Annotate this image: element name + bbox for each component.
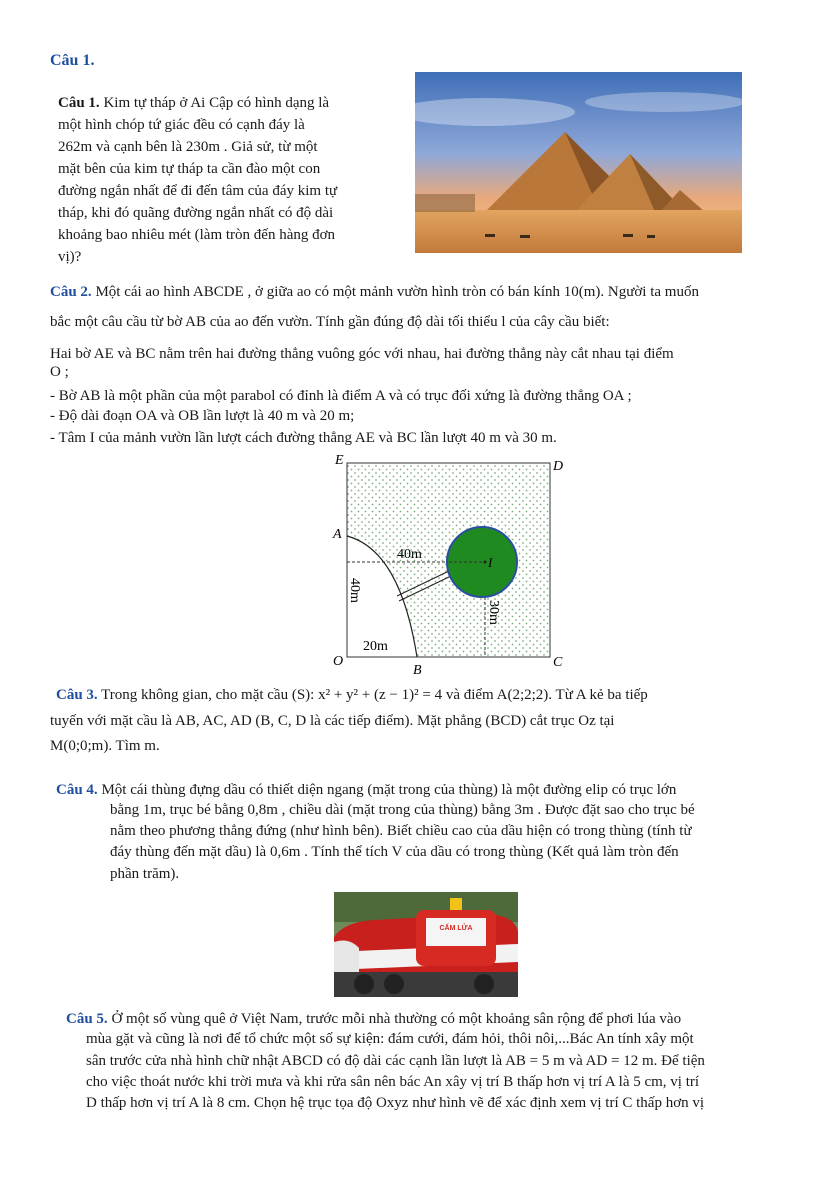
q1-line-7: vị)?	[58, 249, 82, 265]
page-heading: Câu 1.	[50, 52, 95, 69]
q4-line-0: Một cái thùng đựng dầu có thiết diện ngang (mặt trong của thùng) là một đường elip có trục lớn	[101, 782, 677, 798]
q5-line-4: D thấp hơn vị trí A là 8 cm. Chọn hệ trục tọa độ Oxyz như hình vẽ để xác định xem vị trí C thấp hơn vị	[86, 1095, 705, 1111]
q4-line-1: bằng 1m, trục bé bằng 0,8m , chiều dài (mặt trong của thùng) bằng 3m . Được đặt sao cho trục bé	[110, 802, 695, 818]
q3-line-2: M(0;0;m). Tìm m.	[50, 738, 160, 754]
q5-line-1: mùa gặt và cũng là nơi để tổ chức một số sự kiện: đám cưới, đám hỏi, thôi nôi,...Bác An tính xây một	[86, 1031, 694, 1047]
pyramid-photo	[415, 72, 742, 253]
q5-line-0: Ở một số vùng quê ở Việt Nam, trước mỗi nhà thường có một khoảng sân rộng để phơi lúa vào	[111, 1011, 682, 1027]
dim-20m: 20m	[363, 639, 388, 654]
dim-40m-horizontal: 40m	[397, 547, 422, 562]
label-C: C	[553, 655, 563, 670]
q2-line-4: - Bờ AB là một phần của một parabol có đỉnh là điểm A và có trục đối xứng là đường thẳng OA ;	[50, 388, 632, 404]
q2-line-5: - Độ dài đoạn OA và OB lần lượt là 40 m và 20 m;	[50, 408, 355, 424]
label-E: E	[335, 453, 344, 468]
q1-line-2: 262m và cạnh bên là 230m . Giả sử, từ một	[58, 139, 318, 155]
q4-label: Câu 4.	[56, 782, 98, 798]
q3-label: Câu 3.	[56, 687, 98, 703]
q5-line-2: sân trước cửa nhà hình chữ nhật ABCD có độ dài các cạnh lần lượt là AB = 5 m và AD = 12 m. Để tiện	[86, 1053, 705, 1069]
q5-label: Câu 5.	[66, 1011, 108, 1027]
q4-line-4: phần trăm).	[110, 866, 180, 882]
q2-line-1: bắc một câu cầu từ bờ AB của ao đến vườn. Tính gần đúng độ dài tối thiểu l của cây cầu biết:	[50, 314, 610, 330]
q1-line-4: đường ngắn nhất để đi đến tâm của đáy kim tự	[58, 183, 338, 199]
q1-line-0: Kim tự tháp ở Ai Cập có hình dạng là	[103, 95, 330, 111]
q2-line-0: Một cái ao hình ABCDE , ở giữa ao có một mảnh vườn hình tròn có bán kính 10(m). Người ta muốn	[95, 284, 699, 300]
q1-line-1: một hình chóp tứ giác đều có cạnh đáy là	[58, 117, 305, 133]
q3-line-1: tuyến với mặt cầu là AB, AC, AD (B, C, D là các tiếp điểm). Mặt phẳng (BCD) cắt trục Oz tại	[50, 713, 615, 729]
q2-line-6: - Tâm I của mảnh vườn lần lượt cách đường thẳng AE và BC lần lượt 40 m và 30 m.	[50, 430, 557, 446]
q2-label: Câu 2.	[50, 284, 92, 300]
q2-line-3: O ;	[50, 364, 69, 380]
q2-line-2: Hai bờ AE và BC nằm trên hai đường thẳng vuông góc với nhau, hai đường thẳng này cắt nhau tại điểm	[50, 346, 674, 362]
label-D: D	[553, 459, 564, 474]
q1-line-3: mặt bên của kim tự tháp ta cần đào một con	[58, 161, 321, 177]
label-I: I	[488, 555, 493, 570]
q5-line-3: cho việc thoát nước khi trời mưa và khi rửa sân nên bác An xây vị trí B thấp hơn vị trí A là 5 cm, vị trí	[86, 1074, 700, 1090]
label-B: B	[413, 663, 422, 678]
q4-line-2: nằm theo phương thẳng đứng (như hình bên). Biết chiều cao của dầu hiện có trong thùng (tính từ	[110, 823, 692, 839]
dim-40m-vertical: 40m	[347, 578, 362, 603]
q3-line-0: Trong không gian, cho mặt cầu (S): x² + y² + (z − 1)² = 4 và điểm A(2;2;2). Từ A kẻ ba tiếp	[101, 687, 648, 703]
dim-30m: 30m	[486, 600, 501, 625]
label-A: A	[333, 527, 342, 542]
tank-warning-sign: CẤM LỬA	[439, 925, 473, 932]
oil-tank-photo	[334, 892, 518, 997]
label-O: O	[333, 654, 344, 669]
q1-line-5: tháp, khi đó quãng đường ngắn nhất có độ dài	[58, 205, 334, 221]
q4-line-3: đáy thùng đến mặt dầu) là 0,6m . Tính thể tích V của dầu có trong thùng (Kết quả làm tròn đến	[110, 844, 679, 860]
pond-figure	[325, 450, 575, 680]
q1-line-6: khoảng bao nhiêu mét (làm tròn đến hàng đơn	[58, 227, 336, 243]
q1-label: Câu 1.	[58, 95, 100, 111]
